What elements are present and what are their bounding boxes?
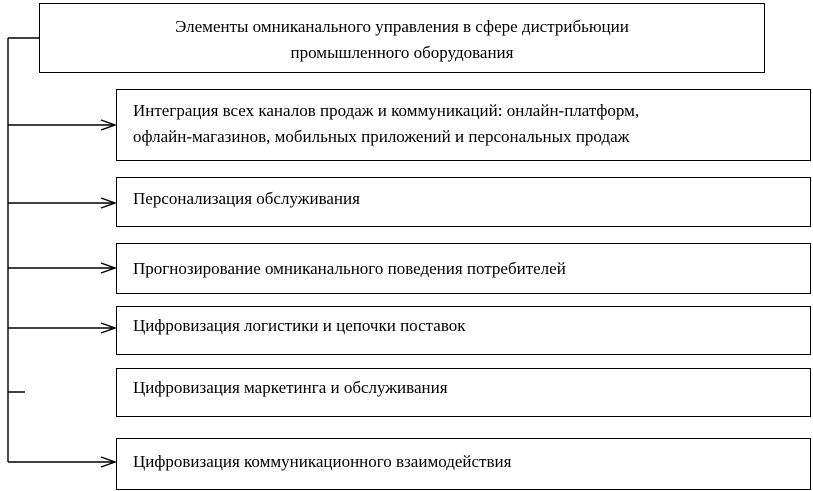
element-box-forecasting <box>116 243 811 294</box>
element-text-line: офлайн-магазинов, мобильных приложений и персональных продаж <box>133 127 630 146</box>
element-text-line: Интеграция всех каналов продаж и коммуникаций: онлайн-платформ, <box>133 101 640 120</box>
element-box-logistics <box>116 306 811 355</box>
diagram-title-line-2: промышленного оборудования <box>290 43 514 62</box>
element-text-line: Прогнозирование омниканального поведения потребителей <box>133 259 566 278</box>
element-box-communication <box>116 438 811 490</box>
diagram-title-line-1: Элементы омниканального управления в сфере дистрибьюции <box>175 17 629 36</box>
element-text-line: Цифровизация коммуникационного взаимодействия <box>133 452 512 471</box>
element-text-line: Цифровизация маркетинга и обслуживания <box>133 378 448 397</box>
element-text-line: Цифровизация логистики и цепочки поставок <box>133 316 466 335</box>
diagram-title-box <box>39 3 765 73</box>
element-box-marketing <box>116 368 811 417</box>
element-box-personalization <box>116 177 811 227</box>
element-box-channel-integration <box>116 89 811 161</box>
element-text-line: Персонализация обслуживания <box>133 189 360 208</box>
